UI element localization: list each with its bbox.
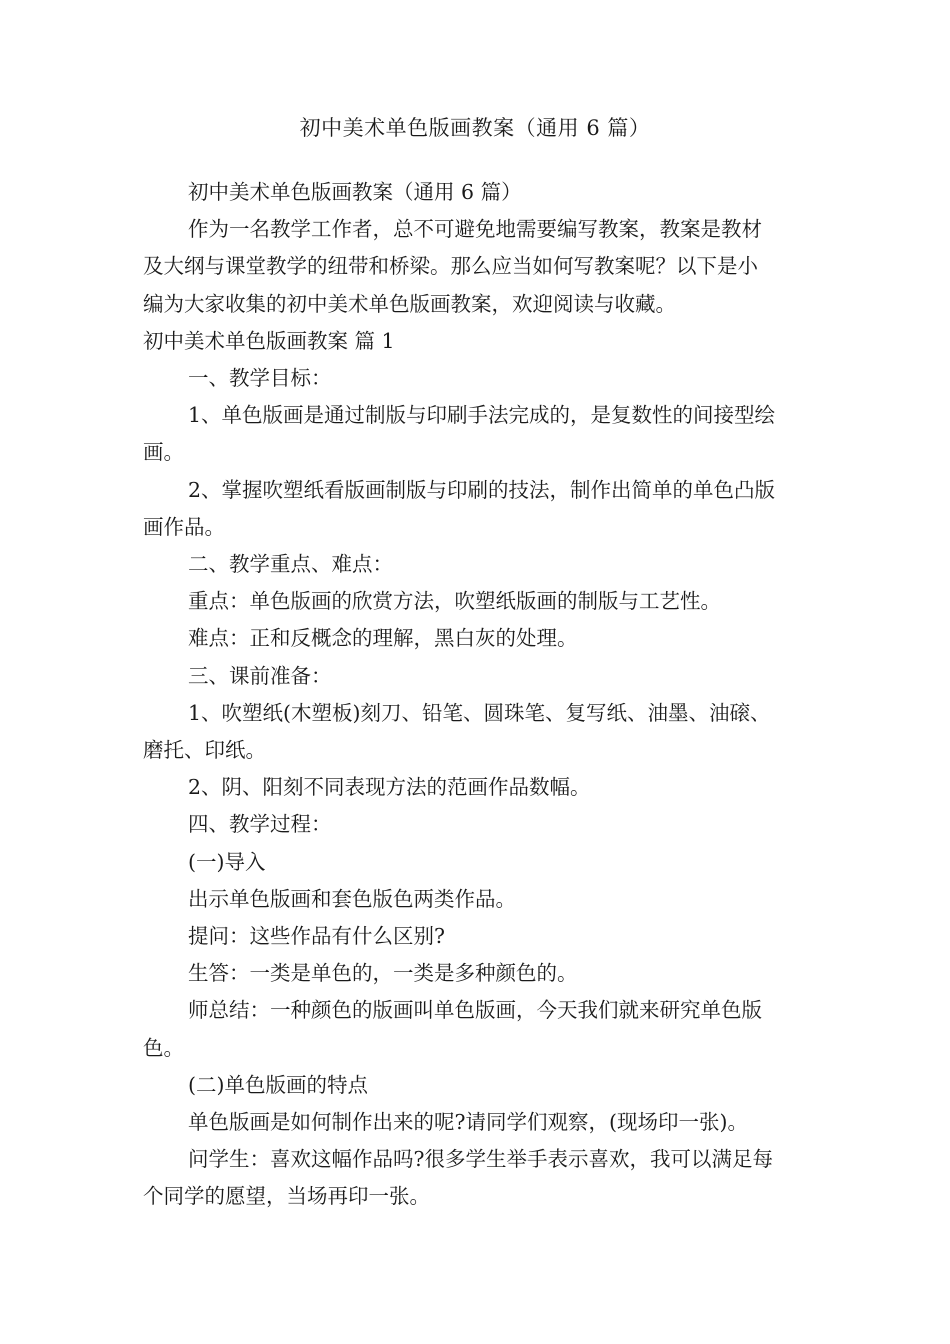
paragraph-line: 2、阴、阳刻不同表现方法的范画作品数幅。 [188,775,591,800]
paragraph-line: 色。 [143,1035,184,1060]
paragraph-line: 初中美术单色版画教案 篇 1 [143,328,395,353]
document-body [143,174,809,1216]
paragraph-line: 作为一名教学工作者，总不可避免地需要编写教案，教案是教材 [188,217,762,242]
paragraph-line: (二)单色版画的特点 [188,1072,368,1097]
paragraph-line: 提问：这些作品有什么区别? [188,924,445,949]
paragraph-line: 难点：正和反概念的理解，黑白灰的处理。 [188,626,578,651]
paragraph-line: 1、单色版画是通过制版与印刷手法完成的，是复数性的间接型绘 [188,403,776,428]
paragraph-line: 三、课前准备： [188,663,332,688]
paragraph-line: 初中美术单色版画教案（通用 6 篇） [188,180,522,204]
paragraph-line: 师总结：一种颜色的版画叫单色版画，今天我们就来研究单色版 [188,998,762,1023]
paragraph-line: 问学生：喜欢这幅作品吗?很多学生举手表示喜欢，我可以满足每 [188,1147,773,1172]
paragraph-line: 编为大家收集的初中美术单色版画教案，欢迎阅读与收藏。 [143,291,676,316]
paragraph-line: 生答：一类是单色的，一类是多种颜色的。 [188,961,578,986]
document-title: 初中美术单色版画教案（通用 6 篇） [299,116,651,140]
paragraph-line: 出示单色版画和套色版色两类作品。 [188,886,516,911]
paragraph-line: 一、教学目标： [188,366,332,391]
paragraph-line: 及大纲与课堂教学的纽带和桥梁。那么应当如何写教案呢？以下是小 [143,254,758,279]
paragraph-line: 1、吹塑纸(木塑板)刻刀、铅笔、圆珠笔、复写纸、油墨、油磙、 [188,700,771,725]
paragraph-line: 画作品。 [143,514,225,539]
paragraph-line: 磨托、印纸。 [143,738,266,763]
paragraph-line: 二、教学重点、难点： [188,552,393,577]
paragraph-line: 单色版画是如何制作出来的呢?请同学们观察，(现场印一张)。 [188,1110,748,1135]
paragraph-line: 2、掌握吹塑纸看版画制版与印刷的技法，制作出简单的单色凸版 [188,477,776,502]
paragraph-line: (一)导入 [188,849,266,874]
paragraph-line: 四、教学过程： [188,812,332,837]
paragraph-line: 个同学的愿望，当场再印一张。 [143,1184,430,1209]
paragraph-line: 画。 [143,440,184,465]
paragraph-line: 重点：单色版画的欣赏方法，吹塑纸版画的制版与工艺性。 [188,589,721,614]
